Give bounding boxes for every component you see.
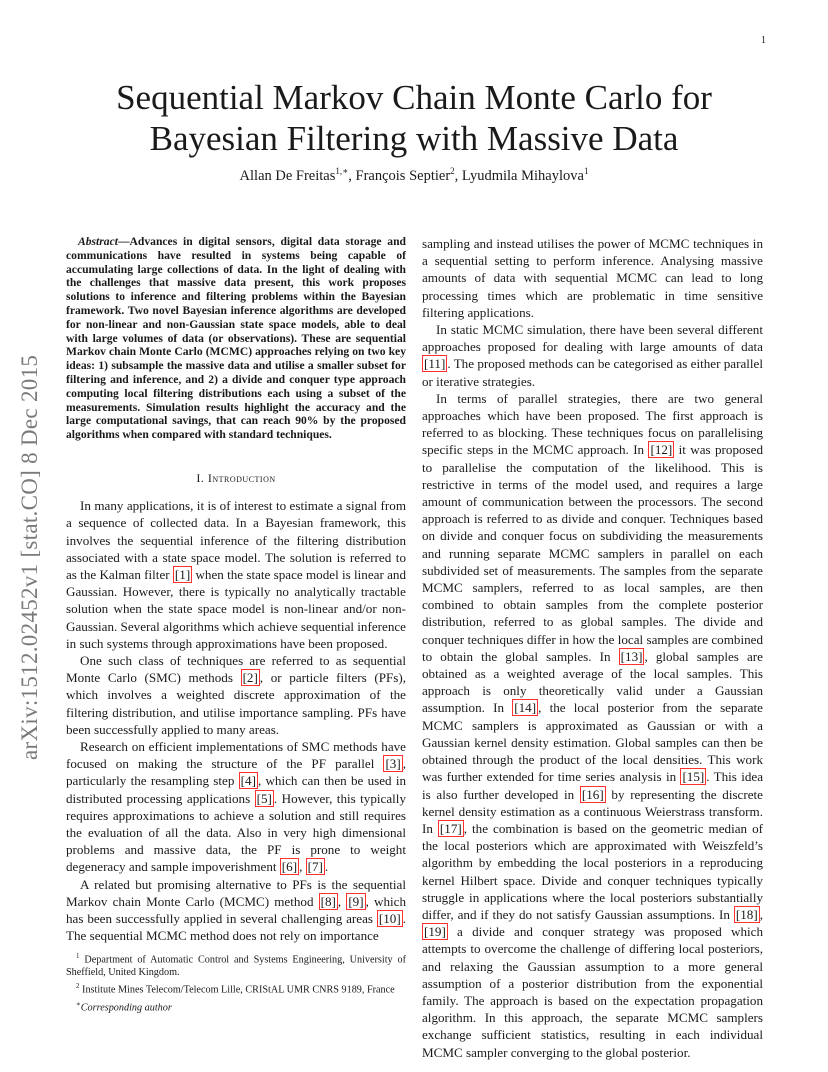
footnote (66, 950, 406, 979)
section-number: I. (196, 470, 205, 485)
body-paragraph: Research on efficient implementations of SMC methods have focused on making the structure of the PF parallel [3] , particularly the resampling step [4] , which can then be used in distributed processing applications [5] . However, this typically requires approximations to achieve a solution and still requires the evaluation of all the data. Also in very high dimensional problems and massive data, the PF is prone to weight degeneracy and sample impoverishment [6] , [7] . (66, 739, 407, 875)
footnote-text: Institute Mines Telecom/Telecom Lille, CRIStAL UMR CNRS 9189, France (79, 984, 395, 996)
body-paragraph: In static MCMC simulation, there have been several different approaches proposed for dealing with large amounts of data [11] . The proposed methods can be categorised as either parallel or iterative strategies. (422, 322, 763, 389)
abstract-text: —Advances in digital sensors, digital data storage and communications have resulted in systems being capable of accumulating large collections of data. In the light of dealing with the challenges that massive data present, this work proposes solutions to inference and filtering problems within the Bayesian framework. Two novel Bayesian inference algorithms are developed for non-linear and non-Gaussian state space models, able to deal with large volumes of data (or observations). These are sequential Markov chain Monte Carlo (MCMC) approaches relying on two key ideas: 1) subsample the massive data and utilise a smaller subset for filtering and inference, and 2) a divide and conquer type approach computing local filtering distributions each using a subset of the measurements. Simulation results highlight the accuracy and the large computational savings, that can reach 90% by the proposed algorithms when compared with standard techniques. (66, 235, 406, 442)
abstract (66, 235, 406, 442)
citation-link[interactable]: [9] (348, 893, 364, 909)
affiliation-mark: 1,∗ (335, 166, 349, 176)
right-column (422, 235, 763, 1061)
arxiv-identifier: arXiv:1512.02452v1 [stat.CO] 8 Dec 2015 (17, 354, 42, 760)
body-paragraph: In terms of parallel strategies, there are two general approaches which have been proposed. The first approach is referred to as blocking. These techniques focus on parallelising specific steps in the MCMC approach. In [12] it was proposed to parallelise the computation of the likelihood. This is restrictive in terms of the model used, and requires a large amount of communication between the processors. The second approach is referred to as divide and conquer. Techniques based on divide and conquer focus on subdividing the measurements and running separate MCMC samplers in parallel on each subdivided set of measurements. The samples from the separate MCMC samplers, referred to as local samples, are then combined to obtain samples from the complete posterior distribution, referred to as global samples. The divide and conquer techniques differ in how the local samples are combined to obtain the global samples. In [13] , global samples are obtained as a weighted average of the local samples. This approach is only theoretically valid under a Gaussian assumption. In [14] , the local posterior from the separate MCMC samplers is approximated as Gaussian or with a Gaussian kernel density estimation. Global samples can then be obtained through the product of the local densities. This work was further extended for time series analysis in [15] . This idea is also further developed in [16] by representing the discrete kernel density estimation as a continuous Weierstrass transform. In [17] , the combination is based on the geometric median of the local posteriors which are approximated with Weiszfeld’s algorithm by embedding the local posteriors in a reproducing kernel Hilbert space. Divide and conquer techniques typically struggle in applications where the local posteriors substantially differ, and if they do not satisfy Gaussian assumptions. In [18] , [19] a divide and conquer strategy was proposed which attempts to overcome the challenge of differing local posteriors, and relaxing the Gaussian assumption to a more general assumption of a posterior distribution from the exponential family. The approach is based on the expectation propagation algorithm. In this approach, the separate MCMC samplers exchange sufficient statistics, resulting in each individual MCMC sampler converging to the global posterior. (422, 390, 764, 1060)
corresponding-author-note (66, 998, 406, 1015)
right-body (422, 235, 763, 1061)
citation-link[interactable]: [14] (514, 700, 537, 716)
citation-link[interactable]: [6] (281, 859, 298, 875)
citation-link[interactable]: [19] (424, 924, 446, 940)
citation-link[interactable]: [5] (256, 790, 272, 806)
author-name: Allan De Freitas (239, 168, 336, 184)
citation-link[interactable]: [4] (240, 773, 256, 789)
footnote-text: Corresponding author (80, 1002, 172, 1014)
paper-title: Sequential Markov Chain Monte Carlo for Bayesian Filtering with Massive Data (116, 78, 712, 158)
footnote (66, 980, 406, 997)
affiliation-mark: 1 (583, 166, 589, 176)
citation-link[interactable]: [7] (307, 859, 323, 875)
left-body (66, 497, 406, 944)
footnote-text: Department of Automatic Control and Systems Engineering, University of Sheffield, United Kingdom. (66, 954, 406, 978)
section-heading (66, 470, 406, 487)
citation-link[interactable]: [1] (174, 566, 191, 582)
citation-link[interactable]: [8] (320, 893, 336, 909)
citation-link[interactable]: [12] (650, 442, 673, 458)
footnote-mark: 1 (76, 952, 80, 960)
section-title: Introduction (207, 470, 276, 485)
citation-link[interactable]: [13] (620, 648, 643, 664)
citation-link[interactable]: [18] (735, 906, 758, 922)
citation-link[interactable]: [15] (682, 769, 705, 785)
affiliation-mark: 2 (450, 166, 455, 176)
citation-link[interactable]: [16] (581, 786, 604, 802)
left-column (66, 235, 406, 944)
body-paragraph: sampling and instead utilises the power of MCMC techniques in a sequential setting to perform inference. Analysing massive amounts of data with sequential MCMC can lead to long processing times which are problematic in time sensitive filtering applications. (422, 236, 763, 320)
footnotes (66, 950, 406, 1016)
body-paragraph: A related but promising alternative to PFs is the sequential Markov chain Monte Carlo (MCMC) method [8] , [9] , which has been successfully applied in several challenging areas [10] . The sequential MCMC method does not rely on importance (66, 876, 406, 944)
author-name: , François Septier (348, 168, 451, 184)
footnote-mark: ∗ (76, 1000, 81, 1008)
author-name: , Lyudmila Mihaylova (454, 168, 584, 184)
citation-link[interactable]: [10] (378, 911, 401, 927)
citation-link[interactable]: [2] (242, 670, 258, 686)
author-list (50, 166, 778, 185)
citation-link[interactable]: [17] (439, 820, 462, 836)
body-paragraph: One such class of techniques are referred to as sequential Monte Carlo (SMC) methods [2] , or particle filters (PFs), which involves a weighted discrete approximation of the filtering distribution, and utilise importance sampling. PFs have been successfully applied to many areas. (66, 652, 406, 737)
footnote-mark: 2 (76, 982, 80, 991)
abstract-label: Abstract (78, 235, 118, 248)
body-paragraph: In many applications, it is of interest to estimate a signal from a sequence of collected data. In a Bayesian framework, this involves the sequential inference of the filtering distribution associated with a state space model. The solution is referred to as the Kalman filter [1] when the state space model is linear and Gaussian. However, there is typically no analytically tractable solution when the state space model is non-linear and/or non-Gaussian. Several algorithms which achieve sequential inference in such systems through approximations have been proposed. (66, 498, 406, 651)
citation-link[interactable]: [3] (385, 756, 401, 772)
page-number: 1 (761, 35, 766, 46)
citation-link[interactable]: [11] (424, 356, 446, 372)
